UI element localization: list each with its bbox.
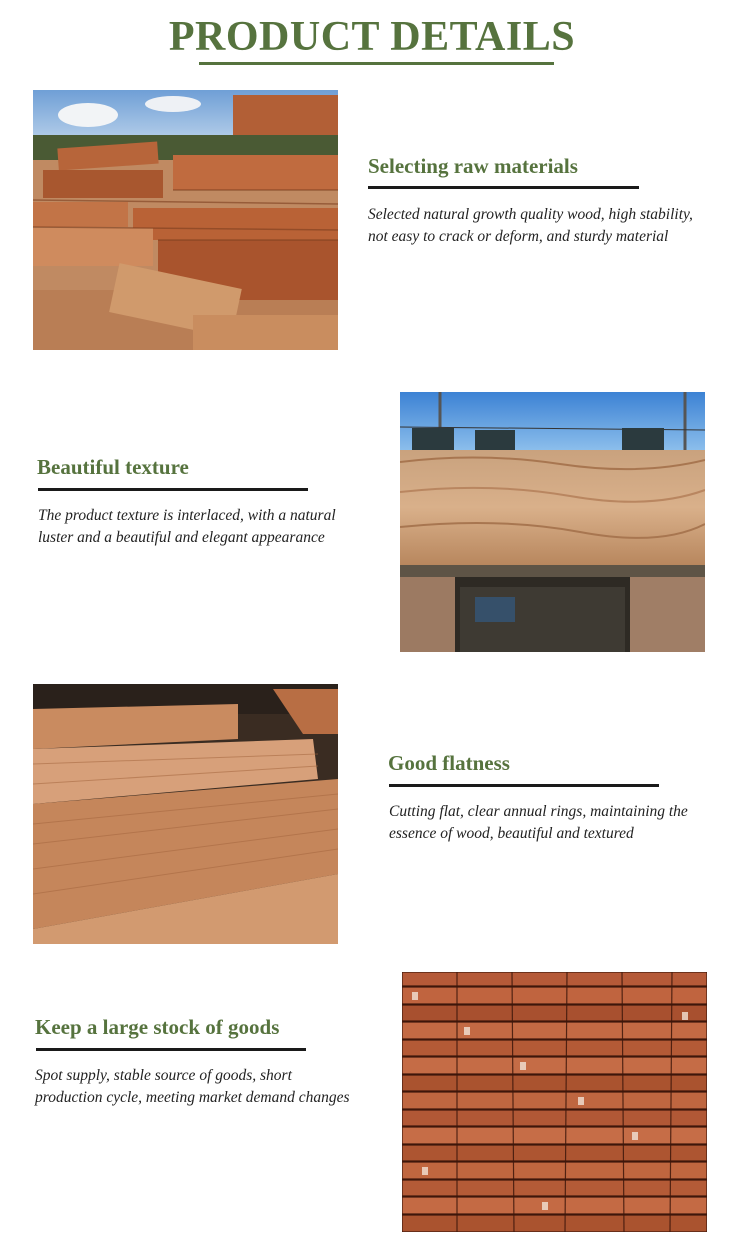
photo-stacked-logs: [33, 90, 338, 350]
page-title: PRODUCT DETAILS: [168, 14, 576, 60]
section-heading: Keep a large stock of goods: [35, 1015, 280, 1039]
photo-log-on-sawmill: [400, 392, 705, 652]
section-heading: Selecting raw materials: [368, 154, 578, 178]
section-description: Cutting flat, clear annual rings, maintaining the essence of wood, beautiful and textured: [389, 803, 688, 842]
section-description: Spot supply, stable source of goods, short production cycle, meeting market demand changes: [35, 1067, 350, 1106]
section-description: Selected natural growth quality wood, high stability, not easy to crack or deform, and sturdy material: [368, 206, 693, 245]
section-underline: [38, 488, 308, 491]
section-heading: Good flatness: [388, 751, 510, 775]
photo-sawn-planks: [33, 684, 338, 944]
title-underline: [199, 62, 554, 65]
section-underline: [389, 784, 659, 787]
section-description: The product texture is interlaced, with a natural luster and a beautiful and elegant appearance: [38, 507, 336, 546]
section-underline: [36, 1048, 306, 1051]
section-heading: Beautiful texture: [37, 455, 189, 479]
section-underline: [368, 186, 639, 189]
photo-stacked-lumber: [402, 972, 707, 1232]
